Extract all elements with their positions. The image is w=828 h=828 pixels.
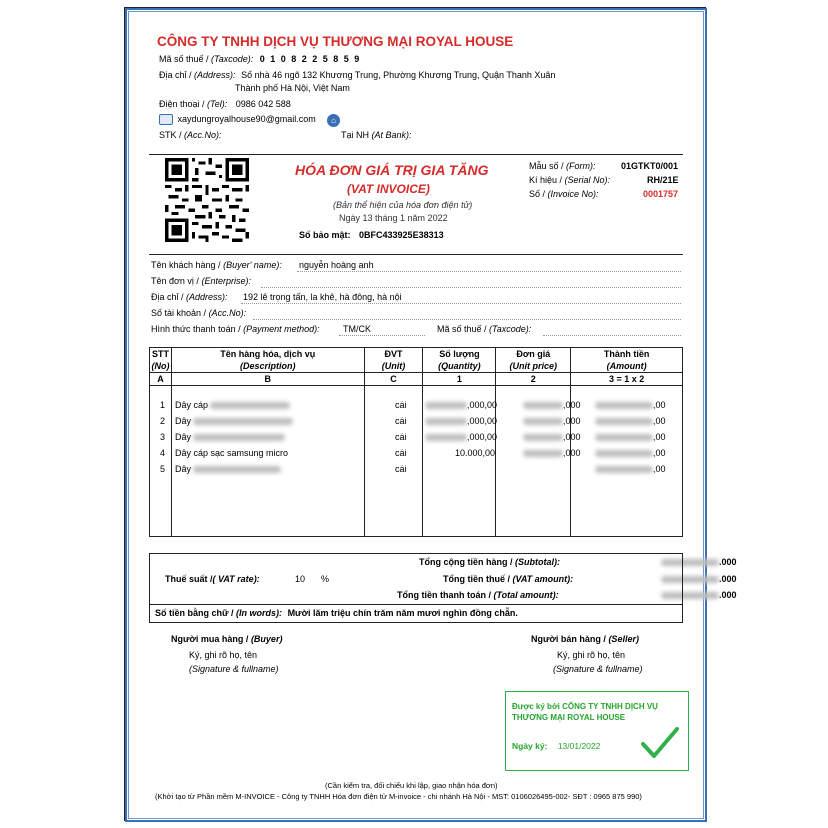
subtotal-value: .000 [661,557,737,567]
amount-in-words: Số tiền bằng chữ / (In words): Mười lăm triệu chín trăm năm mươi nghìn đồng chẵn. [155,608,518,618]
item-amount: ,00 [595,448,666,458]
number-label: Số / (Invoice No): [529,189,599,199]
payment-label: Hình thức thanh toán / (Payment method): [151,324,320,334]
item-no: 4 [160,448,166,458]
invoice-title-en: (VAT INVOICE) [347,182,430,196]
vat-rate: 10 % [295,574,330,584]
header-description: Tên hàng hóa, dịch vụ (Description) [171,348,364,373]
item-unit: cái [395,464,407,474]
buyer-address: 192 lê trọng tấn, la khê, hà đông, hà nội [243,292,402,302]
item-amount: ,00 [595,400,666,410]
header-quantity: Số lượng (Quantity) [423,348,496,373]
qr-code-icon [165,158,249,242]
item-description: Dây [175,432,285,442]
seller-bank-row: Tại NH (At Bank): [341,130,412,140]
invoice-date: Ngày 13 tháng 1 năm 2022 [339,213,448,223]
header-no: STT (No) [151,349,170,371]
home-icon[interactable]: ⌂ [327,112,340,130]
invoice-title: HÓA ĐƠN GIÁ TRỊ GIA TĂNG [295,162,489,178]
seller-address-line2: Thành phố Hà Nội, Việt Nam [235,83,350,93]
item-description: Dây [175,416,293,426]
buyer-address-label: Địa chỉ / (Address): [151,292,228,302]
item-unit: cái [395,416,407,426]
item-unit: cái [395,432,407,442]
security-code: 0BFC433925E38313 [359,230,444,240]
item-quantity: 10.000,00 [455,448,496,458]
item-description: Dây cáp [175,400,290,410]
item-unit-price: ,000 [523,448,581,458]
seller-email[interactable]: xaydungroyalhouse90@gmail.com [177,114,316,124]
item-no: 1 [160,400,166,410]
seller-taxcode: 0 1 0 8 2 2 5 8 5 9 [259,54,361,64]
seller-signature-title: Người bán hàng / (Seller) [531,634,639,644]
item-unit: cái [395,400,407,410]
seller-sign-note: Ký, ghi rõ họ, tên [557,650,626,660]
header-unit: ĐVT (Unit) [364,348,423,373]
header-divider [149,154,683,155]
items-table [149,347,683,537]
security-row: Số bảo mật: 0BFC433925E38313 [299,230,444,240]
header-unit-price: Đơn giá (Unit price) [496,348,571,373]
item-amount: ,00 [595,464,666,474]
vat-rate-label: Thuế suất /( VAT rate): [165,574,260,584]
item-quantity: ,000,00 [425,416,497,426]
seller-tel: 0986 042 588 [235,99,291,109]
subtotal-label: Tổng cộng tiền hàng / (Subtotal): [419,557,561,567]
serial-label: Kí hiệu / (Serial No): [529,175,611,185]
item-unit-price: ,000 [523,432,581,442]
header-amount: Thành tiền (Amount) [571,348,683,373]
item-amount: ,00 [595,432,666,442]
seller-tel-row: Điện thoại / (Tel): 0986 042 588 [159,99,291,109]
footer-note: (Cần kiểm tra, đối chiếu khi lập, giao nhận hóa đơn) [325,781,498,790]
item-unit-price: ,000 [523,416,581,426]
buyer-acc-label: Số tài khoản / (Acc.No): [151,308,247,318]
item-quantity: ,000,00 [425,432,497,442]
stamp-date: Ngày ký: 13/01/2022 [512,741,601,751]
seller-taxcode-row: Mã số thuế / (Taxcode): 0 1 0 8 2 2 5 8 5 9 [159,54,361,64]
serial-value: RH/21E [647,175,679,185]
item-unit-price: ,000 [523,400,581,410]
item-unit: cái [395,448,407,458]
item-no: 5 [160,464,166,474]
customer-label: Tên khách hàng / (Buyer' name): [151,260,282,270]
buyer-taxcode-label: Mã số thuế / (Taxcode): [437,324,532,334]
seller-sign-note-en: (Signature & fullname) [553,664,643,674]
table-header-row [150,348,683,373]
customer-name: nguyễn hoàng anh [299,260,374,270]
item-quantity: ,000,00 [425,400,497,410]
mail-icon [159,114,173,125]
vat-amount-label: Tổng tiền thuế / (VAT amount): [443,574,574,584]
item-no: 2 [160,416,166,426]
checkmark-icon [640,726,680,760]
buyer-sign-note: Ký, ghi rõ họ, tên [189,650,258,660]
item-amount: ,00 [595,416,666,426]
digital-signature-stamp: Được ký bởi CÔNG TY TNHH DỊCH VỤ THƯƠNG MẠI ROYAL HOUSE Ngày ký: 13/01/2022 [505,691,689,771]
buyer-divider [149,254,683,255]
form-label: Mẫu số / (Form): [529,161,596,171]
total-value: .000 [661,590,737,600]
payment-method: TM/CK [343,324,371,334]
invoice-subtitle: (Bản thể hiện của hóa đơn điện tử) [333,200,473,210]
seller-company-name: CÔNG TY TNHH DỊCH VỤ THƯƠNG MẠI ROYAL HOUSE [157,34,514,49]
seller-address-row: Địa chỉ / (Address): Số nhà 46 ngõ 132 Khương Trung, Phường Khương Trung, Quận Thanh Xuân [159,70,556,80]
total-label: Tổng tiền thanh toán / (Total amount): [397,590,559,600]
invoice-number: 0001757 [643,189,679,199]
seller-address-line1: Số nhà 46 ngõ 132 Khương Trung, Phường Khương Trung, Quận Thanh Xuân [241,70,556,80]
form-value: 01GTKT0/001 [621,161,679,171]
item-description: Dây cáp sạc samsung micro [175,448,289,458]
enterprise-label: Tên đơn vị / (Enterprise): [151,276,251,286]
buyer-sign-note-en: (Signature & fullname) [189,664,279,674]
footer-provider: (Khởi tạo từ Phần mềm M-INVOICE - Công ty TNHH Hóa đơn điện tử M-invoice - chi nhánh Hà Nội - MST: 0106026495-002- SĐT : 0965 875 990) [155,792,642,801]
seller-email-row [159,114,316,125]
seller-acc-row: STK / (Acc.No): [159,130,222,140]
item-description: Dây [175,464,281,474]
buyer-signature-title: Người mua hàng / (Buyer) [171,634,283,644]
vat-amount-value: .000 [661,574,737,584]
invoice-page [124,7,737,821]
table-code-row: A B C 1 2 3 = 1 x 2 [150,373,683,386]
item-no: 3 [160,432,166,442]
